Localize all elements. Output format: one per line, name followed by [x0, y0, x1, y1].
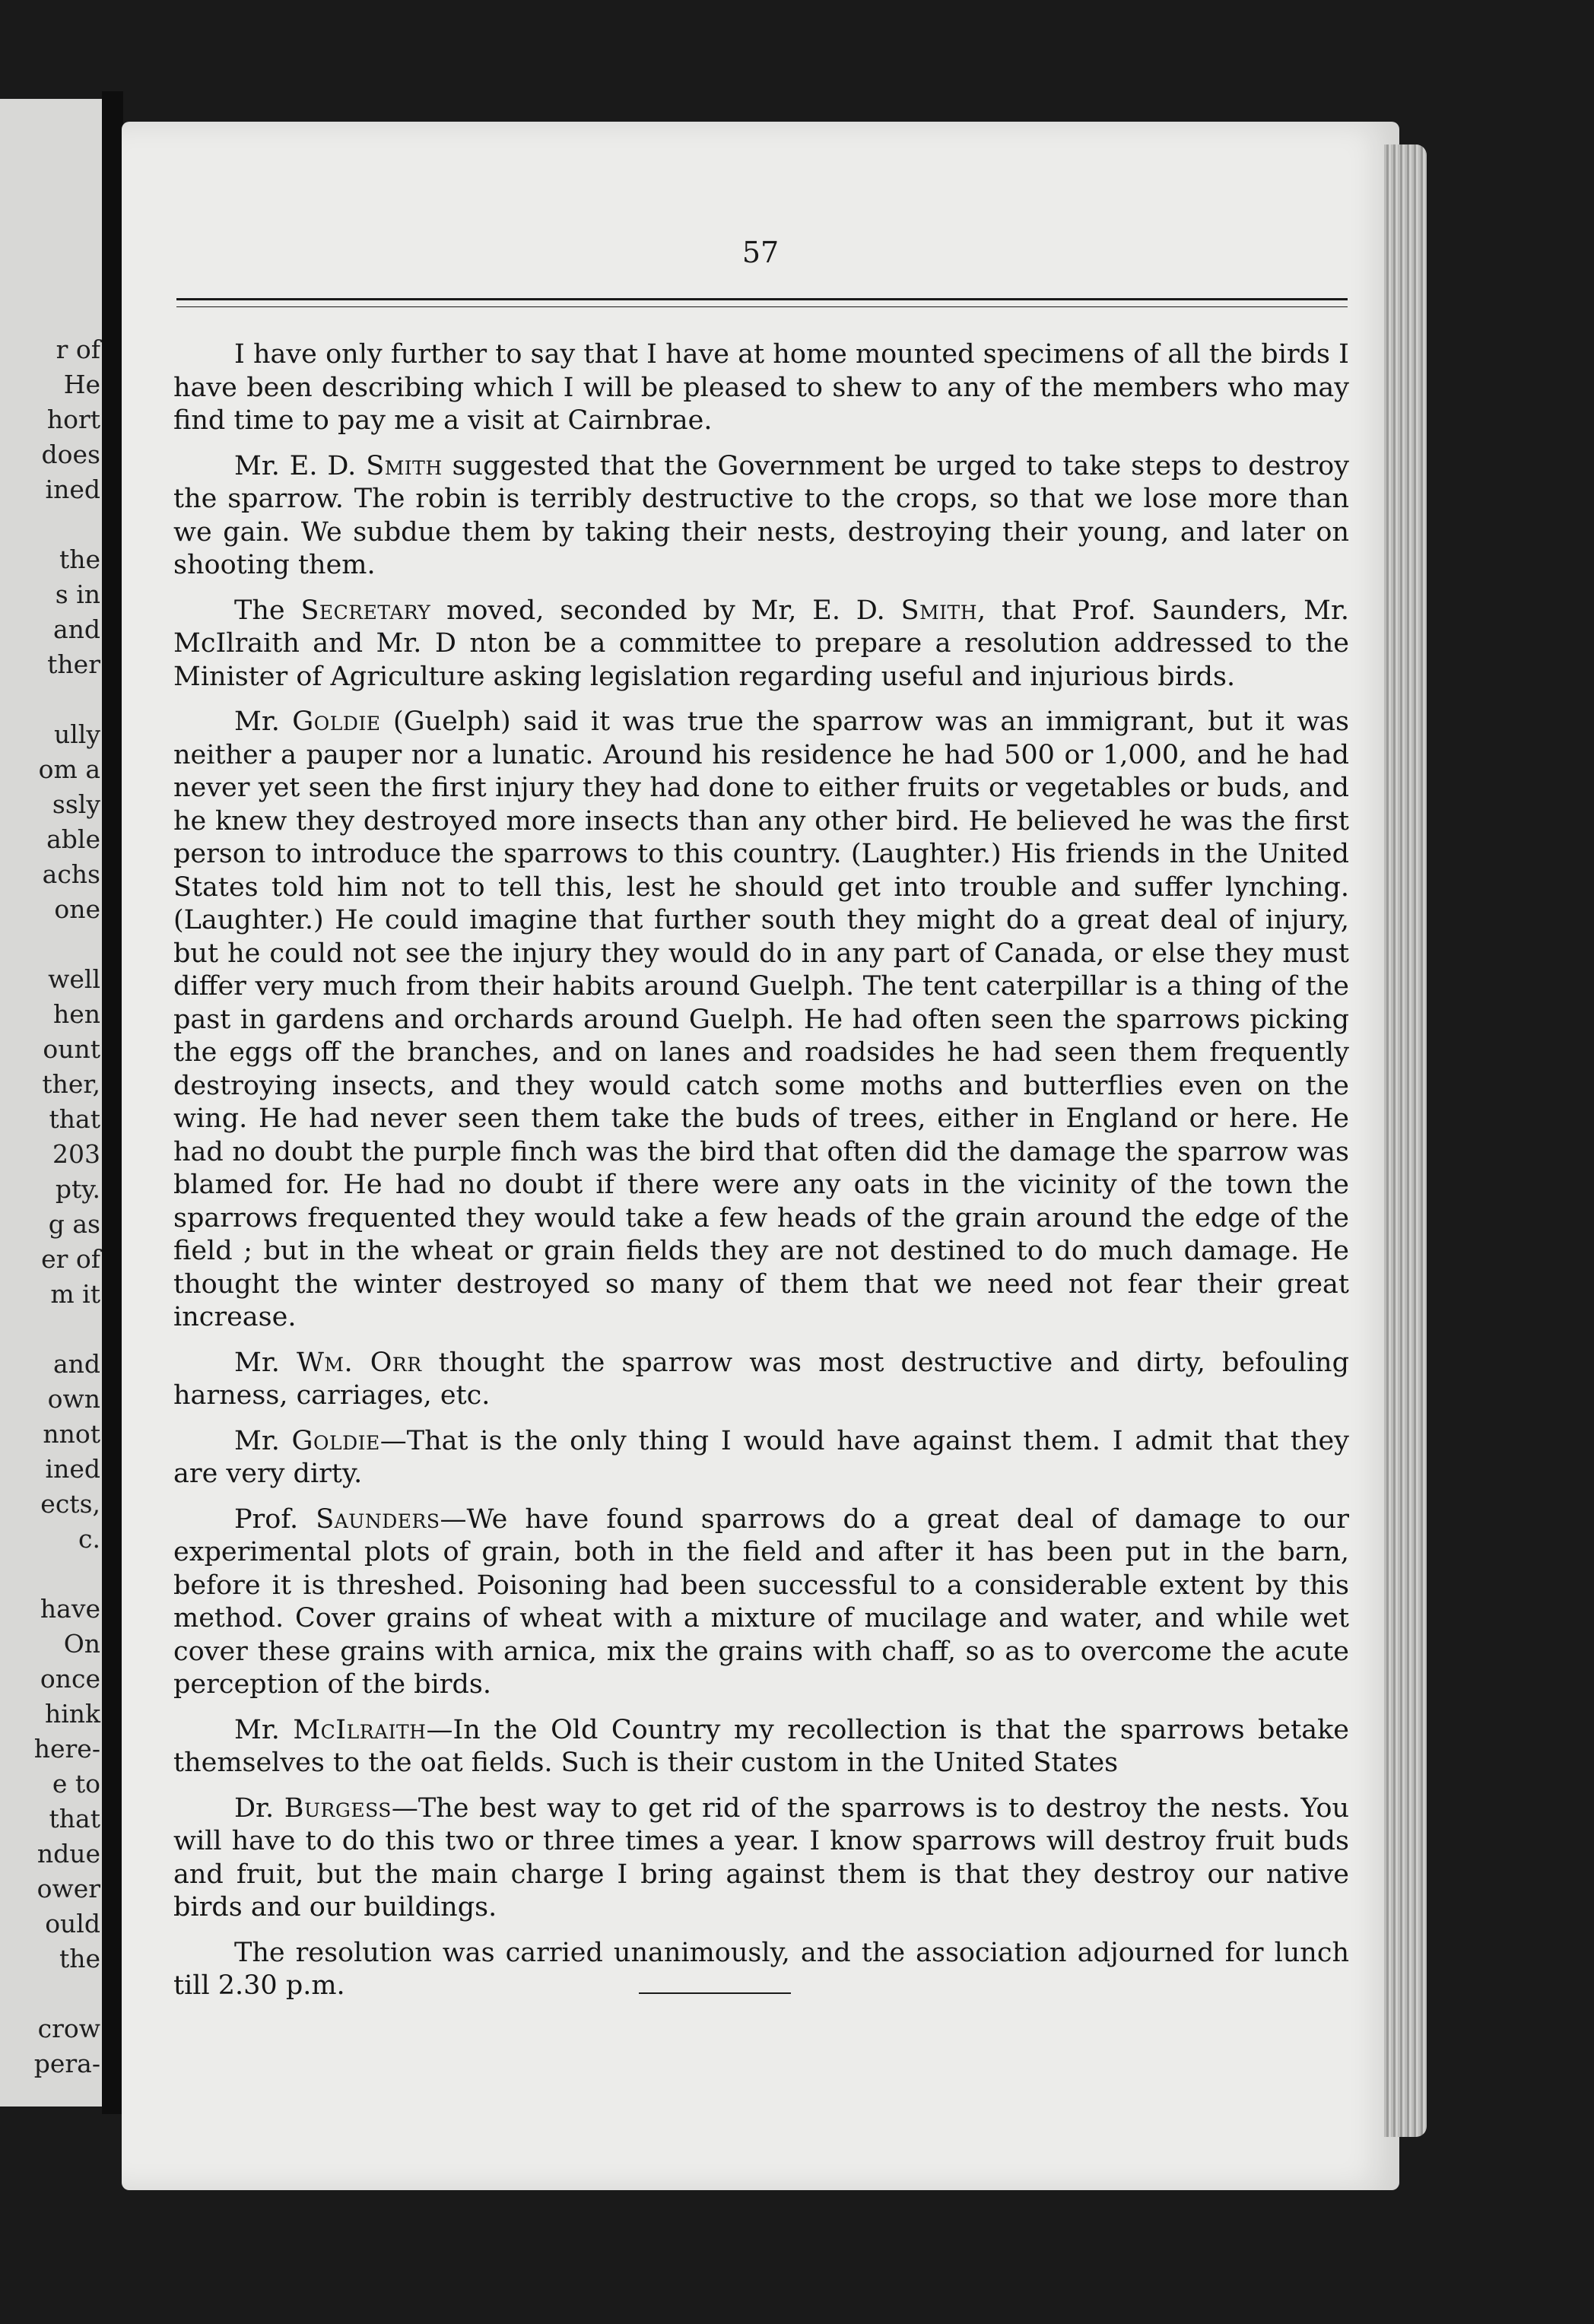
left-page-fragment: one	[54, 894, 100, 924]
left-page-fragment: ined	[45, 475, 100, 504]
left-page-fragment: that	[49, 1104, 100, 1134]
left-page-fragment: able	[46, 824, 100, 854]
left-page-fragment: 203	[52, 1139, 100, 1169]
text-run: Mr.	[234, 706, 293, 737]
text-run: —We have found sparrows do a great deal of damage to our experimental plots of grain, both in the field and after it has been put in the barn, before it is threshed. Poisoning had been successful to a considerable extent by this method. Cover grains of wheat with a mixture of mucilage and water, and while wet cover these grains with arnica, mix the grains with chaff, so as to overcome the acute perception of the birds.	[173, 1503, 1350, 1700]
text-run: Dr.	[234, 1792, 284, 1824]
text-run: thought the sparrow was most destructive and dirty, befouling harness, carriages, etc.	[173, 1347, 1350, 1411]
text-run: , that Prof. Saunders, Mr. McIlraith and Mr. D nton be a committee to prepare a resolution addressed to the Minister of Agriculture asking legislation regarding useful and injurious birds.	[173, 595, 1349, 692]
left-page-fragment: hink	[44, 1699, 100, 1729]
left-page-fragment: pera-	[33, 2049, 100, 2078]
left-page-fragment: ully	[53, 719, 100, 749]
left-page-fragment: ther	[47, 649, 100, 679]
book-page	[122, 122, 1399, 2190]
paragraph	[173, 1792, 1349, 1925]
header-rule	[176, 298, 1348, 307]
left-page-fragment: once	[40, 1664, 100, 1694]
left-page-fragment: g as	[48, 1209, 100, 1239]
text-run: Mr.	[234, 1714, 294, 1745]
text-run: (Guelph) said it was true the sparrow was an immigrant, but it was neither a pauper nor a lunatic. Around his residence he had 500 or 1,000, and he had never yet seen the first injury they had done to either fruits or vegetables or buds, and he knew they destroyed more insects than any other bird. He believed he was the first person to introduce the sparrows to this country. (Laughter.) His friends in the United States told him not to tell this, lest he should get into trouble and suffer lynching. (Laughter.) He could imagine that further south they might do a great deal of injury, but he could not see the injury they would do in any part of Canada, or else they must differ very much from their habits around Guelph. The tent caterpillar is a thing of the past in gardens and orchards around Guelph. He had often seen the sparrows picking the eggs off the branches, and on lanes and roadsides he had seen them frequently destroying insects, and they would catch some moths and butterflies even on the wing. He had never seen them take the buds of trees, either in England or here. He had no doubt the purple finch was the bird that often did the damage the sparrow was blamed for. He had no doubt if there were any oats in the vicinity of the town the sparrows frequented they would take a few heads of the grain around the edge of the field ; but in the wheat or grain fields they are not destined to do much damage. He thought the winter destroyed so many of them that we need not fear their great increase.	[173, 706, 1349, 1332]
left-page-fragment: achs	[42, 859, 100, 889]
paragraph	[173, 450, 1349, 583]
text-run: The	[234, 595, 301, 626]
body-text	[173, 338, 1349, 2015]
text-run: moved, seconded by Mr, E. D.	[430, 595, 901, 626]
left-page-fragment: the	[59, 1944, 100, 1973]
book-gutter	[102, 91, 123, 2114]
left-page-fragment: that	[49, 1804, 100, 1833]
speaker-name: Secretary	[300, 595, 431, 626]
speaker-name: Goldie	[291, 1425, 380, 1456]
left-page-fragment: ssly	[52, 789, 100, 819]
left-page-fragment: and	[52, 1349, 100, 1379]
paragraph	[173, 1503, 1349, 1702]
left-page-fragment: have	[40, 1594, 100, 1624]
left-page-fragment: well	[48, 964, 100, 994]
left-page-fragment: s in	[55, 579, 100, 609]
left-page-fragment: ects,	[40, 1489, 100, 1519]
text-run: The resolution was carried unanimously, and the association adjourned for lunch till 2.30 p.m.	[173, 1937, 1349, 2001]
page-number: 57	[741, 236, 780, 269]
left-page-fragment: om a	[38, 754, 100, 784]
speaker-name: Saunders	[316, 1503, 440, 1535]
speaker-name: Smith	[366, 450, 443, 481]
left-page-fragment: ount	[43, 1034, 100, 1064]
left-page-fragment: m it	[50, 1279, 100, 1309]
left-page-fragment: er of	[41, 1244, 100, 1274]
left-page-fragment: hen	[52, 999, 100, 1029]
left-page-fragment: the	[59, 544, 100, 574]
paragraph	[173, 1425, 1349, 1491]
left-page-fragment: nnot	[43, 1419, 100, 1449]
left-page-fragment: crow	[37, 2014, 100, 2043]
speaker-name: Goldie	[292, 706, 381, 737]
text-run: Mr. E. D.	[234, 450, 367, 481]
text-run: Mr.	[234, 1425, 292, 1456]
left-facing-page	[0, 99, 106, 2107]
left-page-fragment: He	[63, 370, 100, 399]
left-page-fragment: hort	[46, 405, 100, 434]
left-page-fragment: ould	[45, 1909, 100, 1938]
text-run: I have only further to say that I have at home mounted specimens of all the birds I have been describing which I will be pleased to shew to any of the members who may find time to pay me a visit at Cairnbrae.	[173, 339, 1349, 436]
left-page-fragment: ther,	[42, 1069, 100, 1099]
end-rule	[639, 1992, 791, 1994]
text-run: suggested that the Government be urged to take steps to destroy the sparrow. The robin is terribly destructive to the crops, so that we lose more than we gain. We subdue them by taking their nests, destroying their young, and later on shooting them.	[173, 450, 1349, 580]
left-page-fragment: c.	[78, 1524, 100, 1554]
text-run: Mr.	[234, 1347, 297, 1378]
speaker-name: McIlraith	[293, 1714, 427, 1745]
speaker-name: Smith	[900, 595, 978, 626]
text-run: —The best way to get rid of the sparrows is to destroy the nests. You will have to do this two or three times a year. I know sparrows will destroy fruit buds and fruit, but the main charge I bring against them is that they destroy our native birds and our buildings.	[173, 1792, 1349, 1922]
paragraph	[173, 706, 1349, 1335]
speaker-name: Wm. Orr	[296, 1347, 422, 1378]
left-page-fragment: On	[63, 1629, 100, 1659]
left-page-fragment: r of	[56, 335, 100, 364]
left-page-fragment: pty.	[55, 1174, 100, 1204]
left-page-fragment: ower	[37, 1874, 100, 1903]
page-edges	[1384, 144, 1427, 2137]
text-run: Prof.	[234, 1503, 316, 1535]
text-run: —That is the only thing I would have against them. I admit that they are very dirty.	[173, 1425, 1349, 1489]
paragraph	[173, 1347, 1349, 1413]
left-page-fragment: e to	[52, 1769, 100, 1799]
left-page-fragment: ndue	[37, 1839, 100, 1868]
left-page-fragment: here-	[33, 1734, 100, 1764]
left-page-fragment: does	[41, 440, 100, 469]
left-page-fragment: ined	[45, 1454, 100, 1484]
speaker-name: Burgess	[284, 1792, 392, 1824]
text-run: —In the Old Country my recollection is that the sparrows betake themselves to the oat fields. Such is their custom in the United States	[173, 1714, 1349, 1778]
left-page-fragment: own	[47, 1384, 100, 1414]
paragraph	[173, 1714, 1349, 1780]
paragraph	[173, 338, 1349, 438]
left-page-fragment: and	[52, 614, 100, 644]
paragraph	[173, 595, 1349, 694]
